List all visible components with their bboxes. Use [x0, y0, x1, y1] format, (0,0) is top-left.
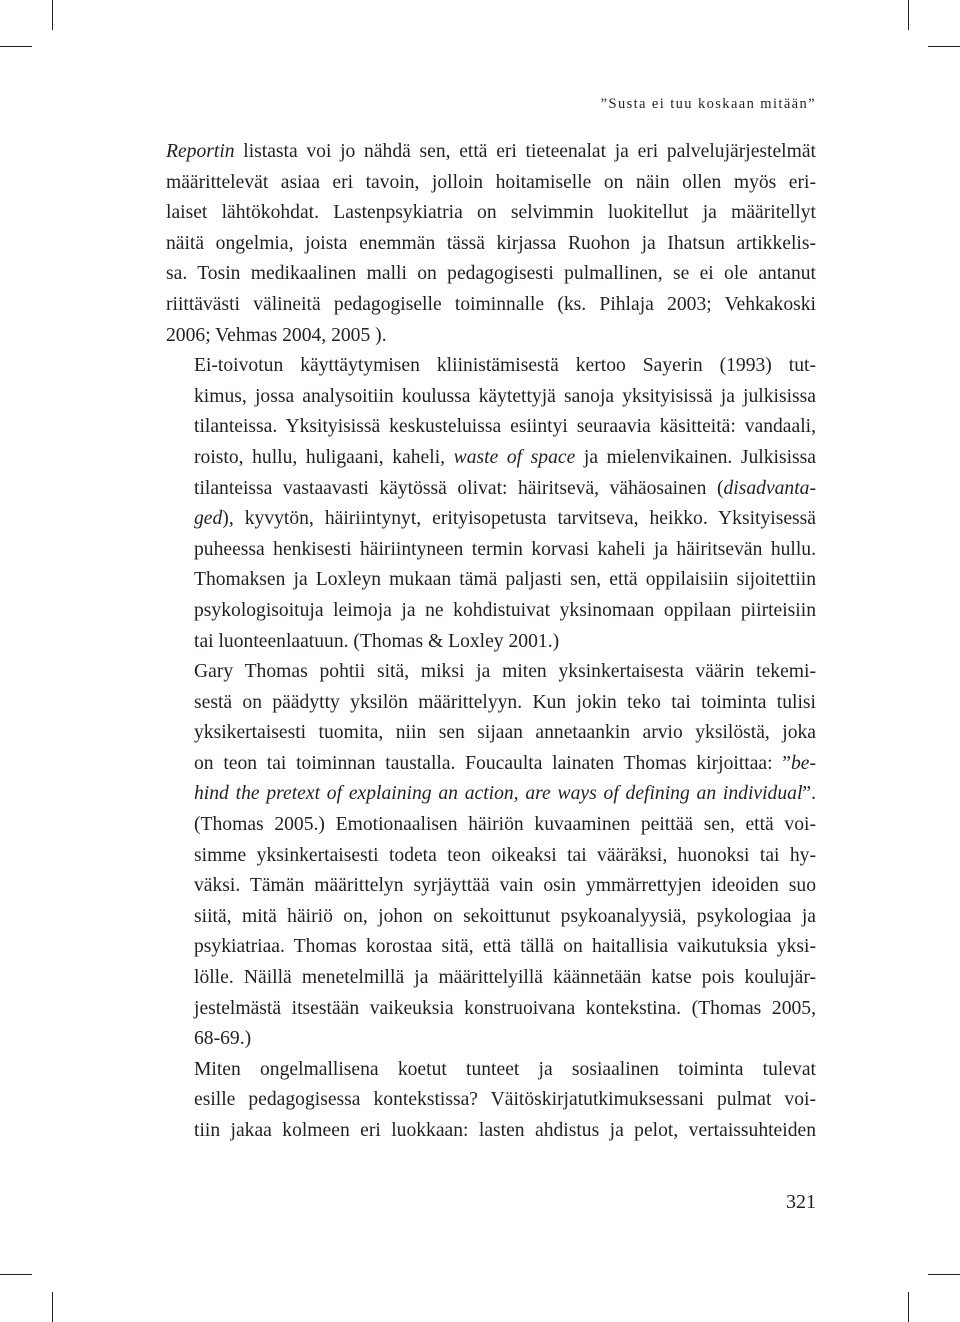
crop-mark-bottom-right-v — [908, 1292, 909, 1322]
crop-mark-bottom-left-h — [0, 1274, 32, 1275]
text-line: Thomaksen ja Loxleyn mukaan tämä paljasti sen, että oppilaisiin sijoitettiin — [194, 569, 816, 591]
text-line: roisto, hullu, huligaani, kaheli, waste of space ja mielenvikainen. Julkisissa — [194, 446, 816, 468]
text-line: tilanteissa. Yksityisissä keskusteluissa esiintyi seuraavia käsitteitä: vandaali, — [194, 416, 816, 438]
text-line: psykologisoituja leimoja ja ne kohdistuivat yksinomaan oppilaan piirteisiin — [194, 599, 816, 621]
text-line: simme yksinkertaisesti todeta teon oikeaksi tai vääräksi, huonoksi tai hy- — [194, 844, 816, 866]
text-line: laiset lähtökohdat. Lastenpsykiatria on selvimmin luokitellut ja määritellyt — [166, 202, 816, 224]
text-line: 68-69.) — [194, 1028, 252, 1050]
paragraph-3 — [166, 657, 816, 1055]
text-line: jestelmästä itsestään vaikeuksia konstruoivana kontekstina. (Thomas 2005, — [194, 997, 816, 1019]
text-line: yksikertaisesti tuomita, niin sen sijaan annetaankin arvio yksilöstä, joka — [194, 722, 816, 744]
crop-mark-top-left-h — [0, 46, 32, 47]
paragraph-1 — [166, 137, 816, 351]
text-line: Miten ongelmallisena koetut tunteet ja sosiaalinen toiminta tulevat — [194, 1058, 816, 1080]
text-line: ged), kyvytön, häiriintynyt, erityisopetusta tarvitseva, heikko. Yksityisessä — [194, 508, 816, 530]
text-line: psykiatriaa. Thomas korostaa sitä, että tällä on haitallisia vaikutuksia yksi- — [194, 936, 816, 958]
text-line: Ei-toivotun käyttäytymisen kliinistämisestä kertoo Sayerin (1993) tut- — [194, 355, 816, 377]
crop-mark-top-right-v — [908, 0, 909, 30]
body-text — [166, 137, 816, 1147]
text-line: näitä ongelmia, joista enemmän tässä kirjassa Ruohon ja Ihatsun artikkelis- — [166, 232, 816, 254]
text-line: tai luonteenlaatuun. (Thomas & Loxley 2001.) — [194, 630, 560, 652]
text-line: Reportin listasta voi jo nähdä sen, että eri tieteenalat ja eri palvelujärjestelmät — [166, 141, 816, 162]
running-head: ”Susta ei tuu koskaan mitään” — [600, 96, 816, 112]
text-line: sestä on päädytty yksilön määrittelyyn. Kun jokin teko tai toiminta tulisi — [194, 691, 816, 713]
crop-mark-bottom-right-h — [928, 1274, 960, 1275]
text-line: väksi. Tämän määrittelyn syrjäyttää vain osin ymmärrettyjen ideoiden suo — [194, 875, 816, 897]
text-line: puheessa henkisesti häiriintyneen termin korvasi kaheli ja häiritsevän hullu. — [194, 538, 816, 560]
paragraph-4 — [166, 1055, 816, 1147]
crop-mark-top-right-h — [928, 46, 960, 47]
text-line: Gary Thomas pohtii sitä, miksi ja miten yksinkertaisesta väärin tekemi- — [194, 661, 816, 683]
text-line: lölle. Näillä menetelmillä ja määrittelyillä käännetään katse pois koulujär- — [194, 967, 816, 989]
text-line: kimus, jossa analysoitiin koulussa käytettyjä sanoja yksityisissä ja julkisissa — [194, 385, 816, 407]
text-line: tilanteissa vastaavasti käytössä olivat: häiritsevä, vähäosainen (disadvanta- — [194, 477, 816, 499]
text-line: (Thomas 2005.) Emotionaalisen häiriön kuvaaminen peittää sen, että voi- — [194, 814, 816, 836]
text-line: hind the pretext of explaining an action, are ways of defining an individual”. — [194, 783, 816, 805]
page-number: 321 — [786, 1191, 816, 1213]
text-line: siitä, mitä häiriö on, johon on sekoittunut psykoanalyysiä, psykologiaa ja — [194, 905, 816, 927]
text-line: määrittelevät asiaa eri tavoin, jolloin hoitamiselle on näin ollen myös eri- — [166, 171, 816, 193]
crop-mark-top-left-v — [52, 0, 53, 30]
text-line: esille pedagogisessa kontekstissa? Väitöskirjatutkimuksessani pulmat voi- — [194, 1089, 816, 1111]
text-line: on teon tai toiminnan taustalla. Foucaulta lainaten Thomas kirjoittaa: ”be- — [194, 752, 816, 774]
text-line: riittävästi välineitä pedagogiselle toiminnalle (ks. Pihlaja 2003; Vehkakoski — [166, 293, 816, 315]
text-line: 2006; Vehmas 2004, 2005 ). — [166, 324, 387, 346]
text-line: sa. Tosin medikaalinen malli on pedagogisesti pulmallinen, se ei ole antanut — [166, 263, 816, 285]
paragraph-2 — [166, 351, 816, 657]
crop-mark-bottom-left-v — [52, 1292, 53, 1322]
text-line: tiin jakaa kolmeen eri luokkaan: lasten ahdistus ja pelot, vertaissuhteiden — [194, 1120, 816, 1141]
